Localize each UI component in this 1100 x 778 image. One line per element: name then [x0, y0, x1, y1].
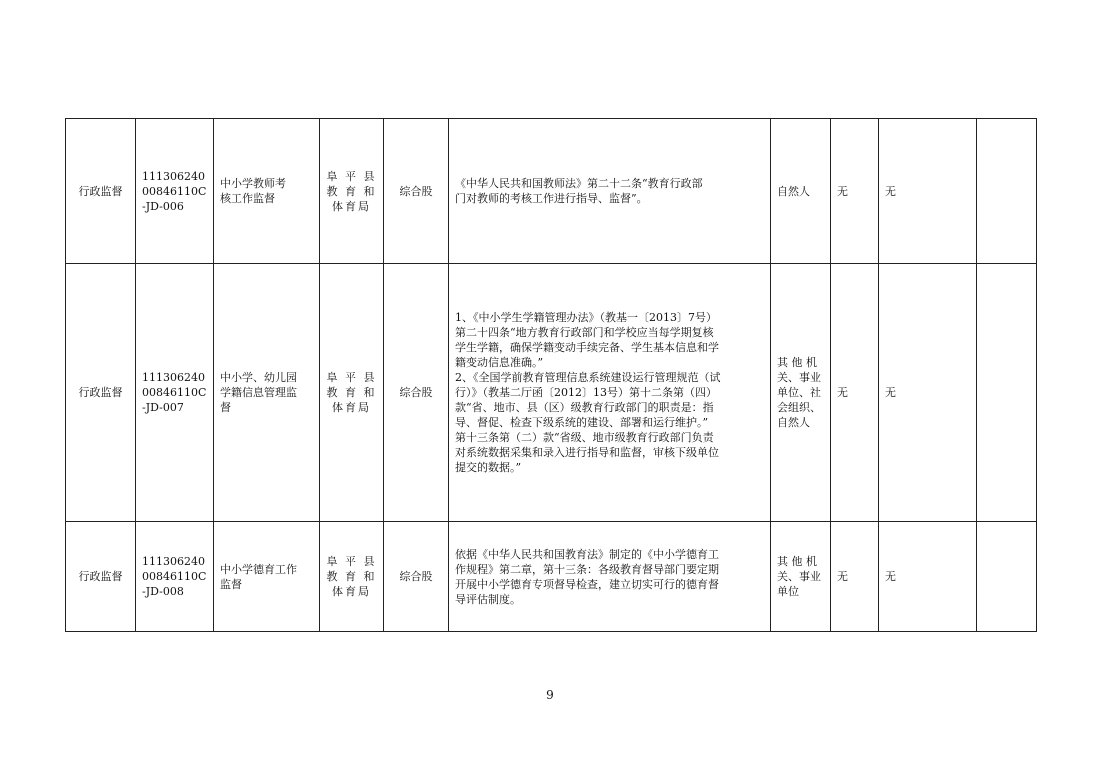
item-code-cell-line: 111306240 — [142, 555, 205, 568]
department-cell-line: 阜 平 县 — [326, 371, 377, 384]
item-name-cell — [214, 522, 320, 632]
column-8-cell: 无 — [831, 119, 879, 264]
subject-cell — [771, 522, 831, 632]
subject-cell — [771, 119, 831, 264]
department-cell — [320, 119, 384, 264]
responsible-unit-cell: 综合股 — [384, 119, 449, 264]
item-code-cell-line: 00846110C — [142, 570, 207, 583]
department-cell-line: 教 育 和 — [326, 184, 377, 198]
department-cell — [320, 264, 384, 522]
subject-cell-line: 关、事业 — [777, 371, 821, 384]
column-9-cell: 无 — [879, 522, 977, 632]
table-row — [66, 522, 1037, 632]
table-body — [66, 119, 1037, 632]
department-cell-line: 教 育 和 — [326, 386, 377, 399]
legal-basis-cell-line: 行）》（教基二厅函〔2012〕13号）第十二条第（四） — [455, 386, 717, 399]
item-name-cell-line: 督 — [220, 401, 231, 414]
subject-cell-line: 单位、社 — [777, 386, 821, 399]
subject-cell — [771, 264, 831, 522]
legal-basis-cell-line: 依据《中华人民共和国教育法》制定的《中小学德育工 — [455, 547, 719, 561]
item-type-cell: 行政监督 — [66, 522, 136, 632]
table-row — [66, 119, 1037, 264]
item-code-cell-line: 00846110C — [142, 184, 207, 198]
item-code-cell-line: 00846110C — [142, 386, 207, 399]
item-name-cell-line: 中小学德育工作 — [220, 562, 297, 576]
subject-cell-line: 会组织、 — [777, 401, 821, 414]
item-code-cell-line: -JD-006 — [142, 199, 184, 213]
subject-cell-line: 其 他 机 — [777, 555, 817, 568]
legal-basis-cell-line: 1、《中小学生学籍管理办法》（教基一〔2013〕7号） — [455, 311, 717, 324]
column-8-cell: 无 — [831, 522, 879, 632]
item-name-cell — [214, 119, 320, 264]
item-name-cell-line: 中小学、幼儿园 — [220, 371, 297, 384]
item-code-cell-line: 111306240 — [142, 169, 205, 183]
legal-basis-cell-line: 第二十四条“地方教育行政部门和学校应当每学期复核 — [455, 326, 714, 339]
department-cell-line: 阜 平 县 — [326, 555, 377, 568]
column-10-cell — [977, 264, 1037, 522]
subject-cell-line: 单位 — [777, 585, 799, 598]
legal-basis-cell-line: 款“省、地市、县（区）级教育行政部门的职责是：指 — [455, 401, 714, 414]
legal-basis-cell-line: 门对教师的考核工作进行指导、监督”。 — [455, 192, 648, 205]
department-cell-line: 体育局 — [332, 585, 371, 598]
table-row — [66, 264, 1037, 522]
legal-basis-cell-line: 提交的数据。” — [455, 461, 522, 474]
item-name-cell — [214, 264, 320, 522]
responsible-unit-cell: 综合股 — [384, 522, 449, 632]
legal-basis-cell — [449, 119, 771, 264]
legal-basis-cell-line: 第十三条第（二）款“省级、地市级教育行政部门负责 — [455, 431, 714, 444]
item-code-cell-line: -JD-008 — [142, 585, 184, 598]
column-10-cell — [977, 119, 1037, 264]
department-cell-line: 阜 平 县 — [326, 169, 377, 183]
legal-basis-cell-line: 导评估制度。 — [455, 592, 521, 606]
item-name-cell-line: 中小学教师考 — [220, 177, 286, 190]
item-name-cell-line: 学籍信息管理监 — [220, 386, 297, 399]
item-type-cell: 行政监督 — [66, 264, 136, 522]
column-8-cell: 无 — [831, 264, 879, 522]
item-code-cell-line: -JD-007 — [142, 401, 184, 414]
page-number: 9 — [546, 688, 554, 702]
subject-cell-line: 关、事业 — [777, 570, 821, 583]
responsible-unit-cell: 综合股 — [384, 264, 449, 522]
legal-basis-cell-line: 《中华人民共和国教师法》第二十二条“教育行政部 — [455, 177, 703, 190]
item-code-cell — [136, 119, 214, 264]
legal-basis-cell-line: 2、《全国学前教育管理信息系统建设运行管理规范（试 — [455, 371, 721, 384]
item-code-cell — [136, 522, 214, 632]
column-9-cell: 无 — [879, 264, 977, 522]
legal-basis-cell-line: 作规程》第二章，第十三条：各级教育督导部门要定期 — [455, 562, 719, 576]
subject-cell-line: 自然人 — [777, 184, 810, 198]
item-code-cell — [136, 264, 214, 522]
legal-basis-cell — [449, 264, 771, 522]
legal-basis-cell-line: 籍变动信息准确。” — [455, 356, 544, 369]
department-cell-line: 体育局 — [332, 401, 371, 414]
department-cell-line: 教 育 和 — [326, 570, 377, 583]
legal-basis-cell-line: 开展中小学德育专项督导检查，建立切实可行的德育督 — [455, 577, 719, 591]
legal-basis-cell-line: 对系统数据采集和录入进行指导和监督，审核下级单位 — [455, 446, 719, 459]
item-name-cell-line: 核工作监督 — [220, 192, 275, 205]
item-code-cell-line: 111306240 — [142, 371, 205, 384]
subject-cell-line: 其 他 机 — [777, 356, 817, 369]
subject-cell-line: 自然人 — [777, 416, 810, 429]
supervision-items-table — [65, 118, 1037, 632]
column-10-cell — [977, 522, 1037, 632]
item-type-cell: 行政监督 — [66, 119, 136, 264]
department-cell — [320, 522, 384, 632]
item-name-cell-line: 监督 — [220, 577, 242, 591]
department-cell-line: 体育局 — [332, 199, 371, 213]
legal-basis-cell-line: 学生学籍，确保学籍变动手续完备、学生基本信息和学 — [455, 341, 719, 354]
legal-basis-cell-line: 导、督促、检查下级系统的建设、部署和运行维护。” — [455, 416, 709, 429]
column-9-cell: 无 — [879, 119, 977, 264]
legal-basis-cell — [449, 522, 771, 632]
